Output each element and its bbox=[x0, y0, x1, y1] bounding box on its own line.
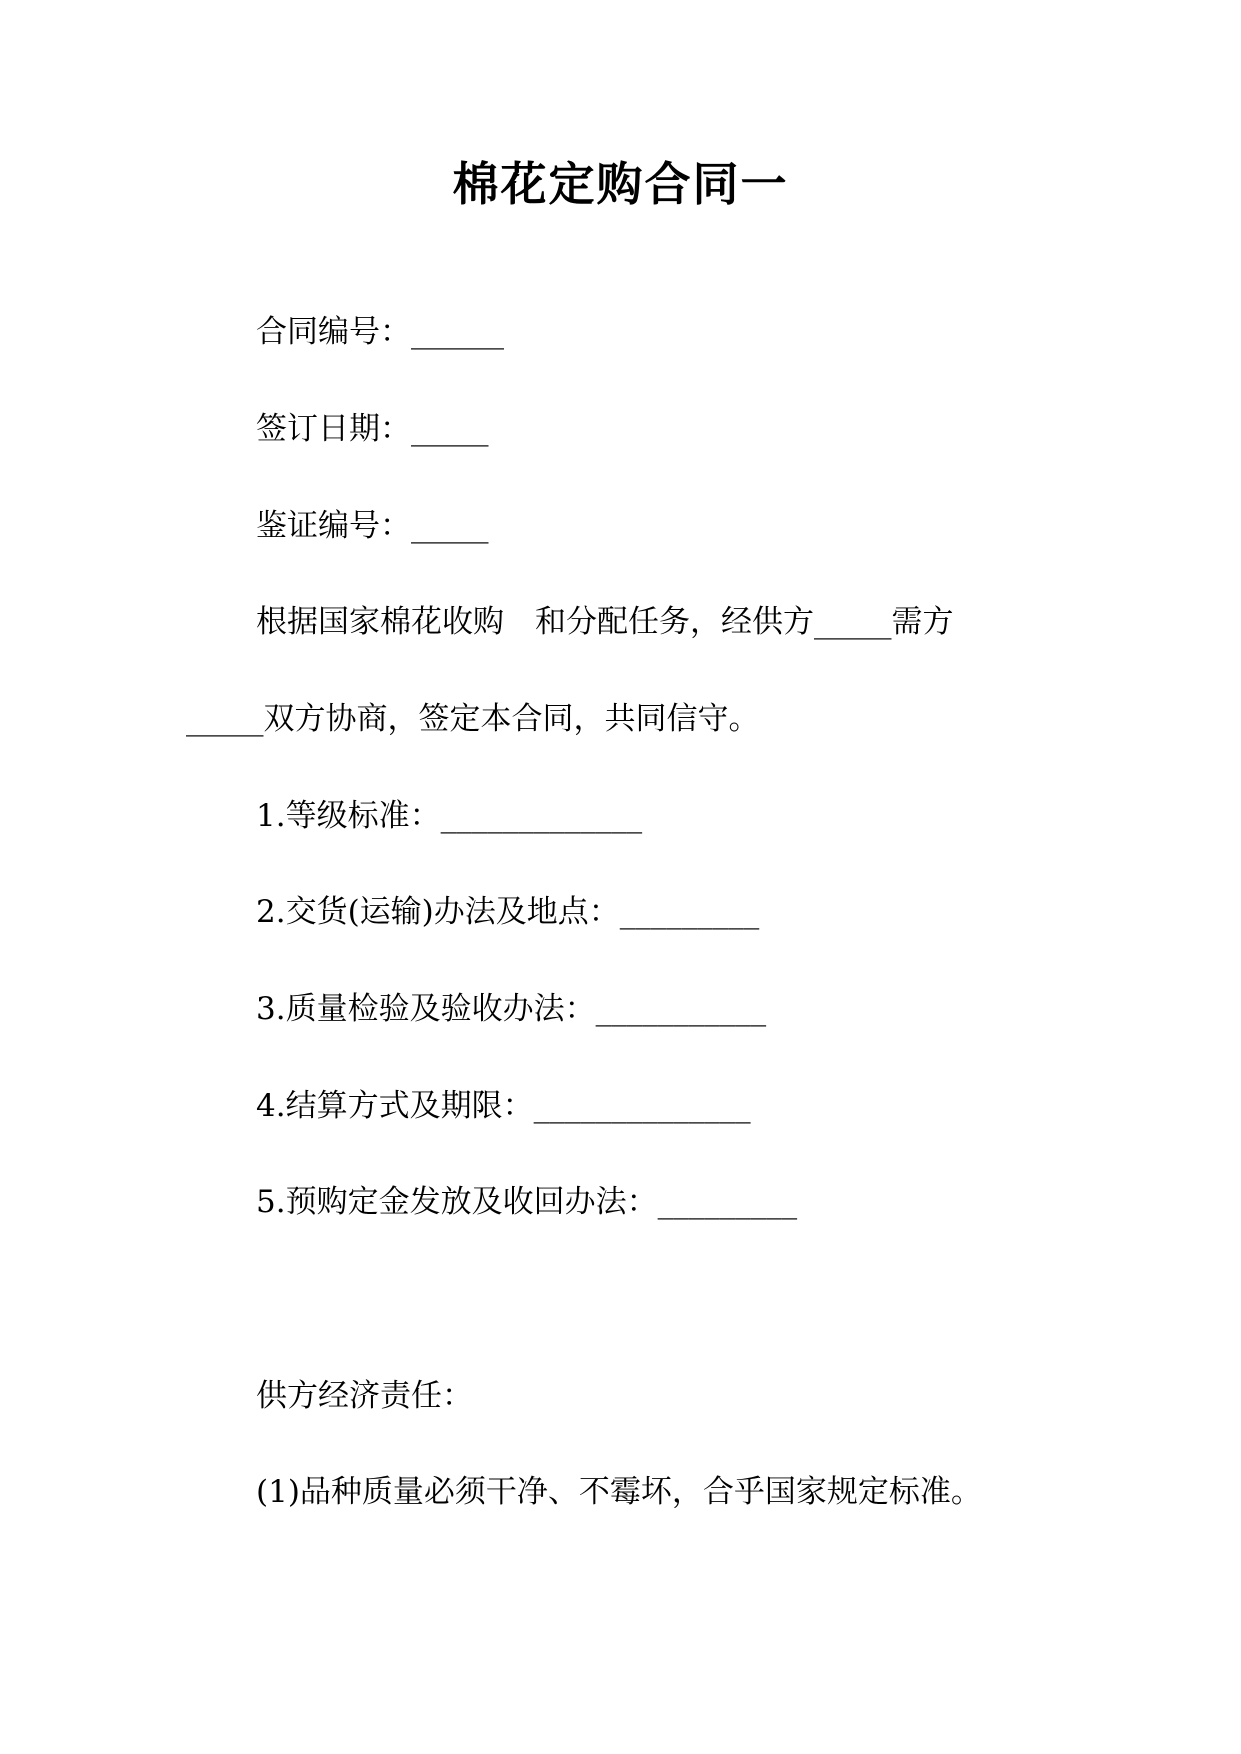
supplier-responsibility-heading: 供方经济责任： bbox=[256, 1378, 473, 1414]
verification-number-field: 鉴证编号：_____ bbox=[256, 508, 489, 544]
clause-grade-standard: 1.等级标准：_____________ bbox=[256, 798, 643, 834]
preamble-line-2: _____双方协商，签定本合同，共同信守。 bbox=[186, 701, 760, 737]
clause-settlement: 4.结算方式及期限：______________ bbox=[256, 1088, 751, 1124]
sign-date-field: 签订日期：_____ bbox=[256, 411, 489, 447]
document-title: 棉花定购合同一 bbox=[452, 157, 789, 211]
clause-deposit: 5.预购定金发放及收回办法：_________ bbox=[256, 1184, 798, 1220]
preamble-line-1: 根据国家棉花收购 和分配任务，经供方_____需方 bbox=[256, 604, 954, 640]
clause-quality-inspection: 3.质量检验及验收办法：___________ bbox=[256, 991, 767, 1027]
clause-delivery-method: 2.交货(运输)办法及地点：_________ bbox=[256, 894, 760, 930]
supplier-clause-1: (1)品种质量必须干净、不霉坏，合乎国家规定标准。 bbox=[256, 1474, 982, 1510]
contract-number-field: 合同编号：______ bbox=[256, 314, 504, 350]
